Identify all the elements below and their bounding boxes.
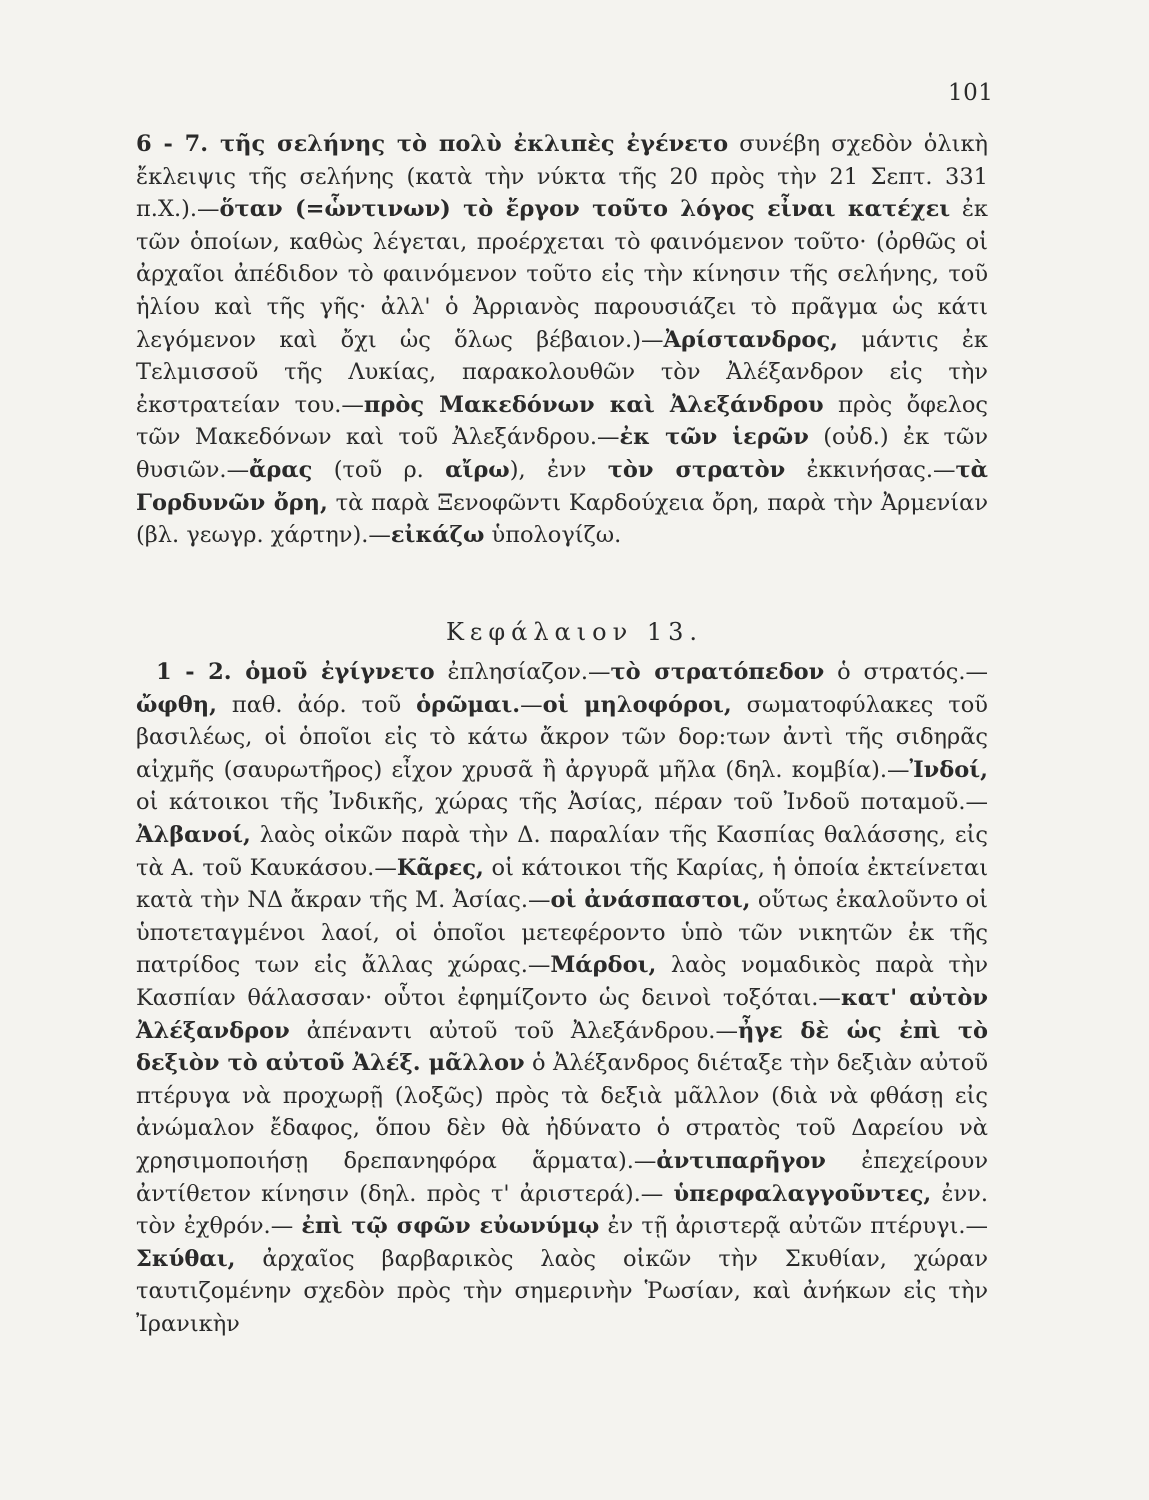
term: αἴρω — [445, 456, 510, 483]
term: 6 - 7. τῆς σελήνης τὸ πολὺ ἐκλιπὲς ἐγένετο — [136, 131, 729, 157]
gloss: ἀρχαῖος βαρβαρικὸς λαὸς οἰκῶν τὴν Σκυθίαν, χώραν ταυτιζομένην σχεδὸν πρὸς τὴν σημερινὴν Ῥωσίαν, καὶ ἀνήκων εἰς τὴν Ἰρανικὴν — [136, 1245, 988, 1337]
term: Μάρδοι, — [550, 952, 657, 979]
gloss: ἐπεχείρουν ἀντίθετον κίνησιν (δηλ. πρὸς τ' ἀριστερά).— — [136, 1147, 988, 1207]
commentary-block-2 — [136, 656, 988, 1340]
term: εἰκάζω — [390, 522, 485, 549]
gloss: — — [520, 691, 543, 718]
term: τὸ στρατόπεδον — [610, 659, 825, 685]
gloss: λαὸς οἰκῶν παρὰ τὴν Δ. παραλίαν τῆς Κασπίας θαλάσσης, εἰς τὰ Α. τοῦ Καυκάσου.— — [136, 821, 988, 881]
term: κατ' αὐτὸν Ἀλέξανδρον — [136, 984, 988, 1044]
term: Κᾶρες, — [396, 854, 484, 881]
gloss: σωματοφύλακες τοῦ βασιλέως, οἱ ὁποῖοι εἰς τὸ κάτω ἄκρον τῶν δορ:των ἀντὶ τῆς σιδηρᾶς αἰχμῆς (σαυρωτῆρος) εἶχον χρυσᾶ ἢ ἀργυρᾶ μῆλα (δηλ. κομβία).— — [136, 691, 988, 783]
gloss: πρὸς ὄφελος τῶν Μακεδόνων καὶ τοῦ Ἀλεξάνδρου.— — [136, 391, 988, 451]
gloss: ἀπέναντι αὐτοῦ τοῦ Ἀλεξάνδρου.— — [289, 1017, 738, 1044]
gloss: οὕτως ἐκαλοῦντο οἱ ὑποτεταγμένοι λαοί, οἱ ὁποῖοι μετεφέροντο ὑπὸ τῶν νικητῶν ἐκ τῆς πατρίδος των εἰς ἄλλας χώρας.— — [136, 887, 988, 979]
term: οἱ μηλοφόροι, — [542, 691, 732, 718]
gloss: παθ. ἀόρ. τοῦ — [216, 691, 417, 718]
term: ἐπὶ τῷ σφῶν εὐωνύμῳ — [301, 1213, 600, 1240]
gloss: ὁ Ἀλέξανδρος διέταξε τὴν δεξιὰν αὐτοῦ πτέρυγα νὰ προχωρῇ (λοξῶς) πρὸς τὰ δεξιὰ μᾶλλον (διὰ νὰ φθάσῃ εἰς ἀνώμαλον ἔδαφος, ὅπου δὲν θὰ ἠδύνατο ὁ στρατὸς τοῦ Δαρείου νὰ χρησιμοποιήσῃ δρεπανηφόρα ἅρματα).— — [136, 1050, 988, 1174]
gloss: ἐνν. τὸν ἐχθρόν.— — [136, 1180, 988, 1240]
gloss: ἐκ τῶν ὁποίων, καθὼς λέγεται, προέρχεται τὸ φαινόμενον τοῦτο· (ὀρθῶς οἱ ἀρχαῖοι ἀπέδιδον τὸ φαινόμενον τοῦτο εἰς τὴν κίνησιν τῆς σελήνης, τοῦ ἡλίου καὶ τῆς γῆς· ἀλλ' ὁ Ἀρριανὸς παρουσιάζει τὸ πρᾶγμα ὡς κάτι λεγόμενον καὶ ὄχι ὡς ὅλως βέβαιον.)— — [136, 196, 988, 353]
gloss: οἱ κάτοικοι τῆς Καρίας, ἡ ὁποία ἐκτείνεται κατὰ τὴν ΝΔ ἄκραν τῆς Μ. Ἀσίας.— — [136, 854, 989, 914]
term: ἀντιπαρῆγον — [656, 1147, 826, 1174]
gloss: μάντις ἐκ Τελμισσοῦ τῆς Λυκίας, παρακολουθῶν τὸν Ἀλέξανδρον εἰς τὴν ἐκστρατείαν του.— — [136, 326, 988, 418]
gloss: οἱ κάτοικοι τῆς Ἰνδικῆς, χώρας τῆς Ἀσίας, πέραν τοῦ Ἰνδοῦ ποταμοῦ.— — [136, 789, 988, 816]
term: ὁρῶμαι. — [416, 691, 521, 718]
gloss: συνέβη σχεδὸν ὁλικὴ ἔκλειψις τῆς σελήνης (κατὰ τὴν νύκτα τῆς 20 πρὸς τὴν 21 Σεπτ. 331 π.Χ.).— — [136, 131, 988, 223]
gloss: (τοῦ ρ. — [312, 456, 446, 483]
gloss: λαὸς νομαδικὸς παρὰ τὴν Κασπίαν θάλασσαν· οὗτοι ἐφημίζοντο ὡς δεινοὶ τοξόται.— — [136, 952, 989, 1011]
term: τὸν στρατὸν — [607, 456, 786, 483]
term: Ἰνδοί, — [909, 756, 988, 783]
term: ἦγε δὲ ὡς ἐπὶ τὸ δεξιὸν τὸ αὐτοῦ Ἀλέξ. μᾶλλον — [136, 1017, 988, 1077]
term: οἱ ἀνάσπαστοι, — [550, 887, 751, 914]
commentary-paragraph-2 — [136, 656, 988, 1340]
term: ὅταν (=ὧντινων) τὸ ἔργον τοῦτο λόγος εἶναι κατέχει — [219, 196, 951, 223]
commentary-block-1 — [136, 128, 988, 552]
term: ὑπερφαλαγγοῦντες, — [673, 1180, 932, 1207]
term: πρὸς Μακεδόνων καὶ Ἀλεξάνδρου — [363, 391, 824, 418]
gloss: ἐν τῇ ἀριστερᾷ αὐτῶν πτέρυγι.— — [599, 1213, 988, 1240]
gloss: τὰ παρὰ Ξενοφῶντι Καρδούχεια ὄρη, παρὰ τὴν Ἀρμενίαν (βλ. γεωγρ. χάρτην).— — [136, 489, 988, 549]
term: τὰ Γορδυνῶν ὄρη, — [136, 456, 988, 516]
page-number: 101 — [948, 80, 994, 106]
term: ὤφθη, — [136, 691, 217, 718]
gloss: ἐκκινήσας.— — [785, 456, 956, 483]
commentary-paragraph-1 — [136, 128, 988, 552]
gloss: ὁ στρατός.— — [824, 659, 989, 685]
gloss: ), ἐνν — [509, 456, 608, 483]
term: Ἀλβανοί, — [136, 821, 251, 848]
term: Ἀρίστανδρος, — [663, 326, 838, 353]
chapter-heading: Κεφάλαιον 13. — [445, 618, 704, 646]
term: ἐκ τῶν ἱερῶν — [619, 424, 809, 451]
term: Σκύθαι, — [136, 1245, 236, 1272]
gloss: (οὐδ.) ἐκ τῶν θυσιῶν.— — [136, 424, 988, 483]
term: 1 - 2. ὁμοῦ ἐγίγνετο — [156, 659, 435, 685]
gloss: ἐπλησίαζον.— — [434, 659, 611, 685]
term: ἄρας — [249, 456, 313, 483]
gloss: ὑπολογίζω. — [484, 522, 622, 549]
